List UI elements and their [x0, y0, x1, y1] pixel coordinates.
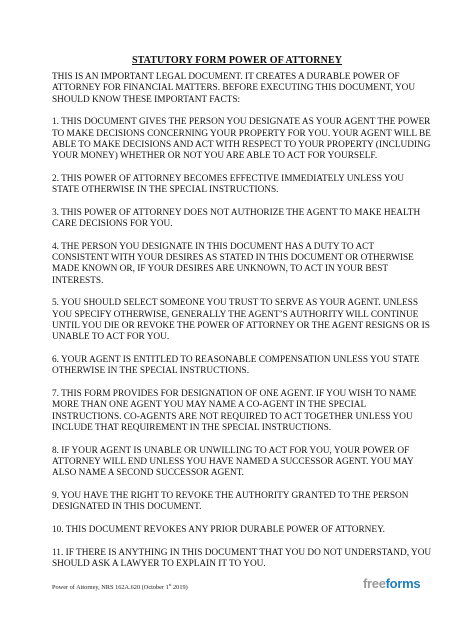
fact-paragraph-2: 2. THIS POWER OF ATTORNEY BECOMES EFFECTIVE IMMEDIATELY UNLESS YOU STATE OTHERWISE IN THE SPECIAL INSTRUCTIONS.: [52, 173, 405, 196]
fact-paragraph-4: 4. THE PERSON YOU DESIGNATE IN THIS DOCUMENT HAS A DUTY TO ACT CONSISTENT WITH YOUR DESIRES AS STATED IN THIS DOCUMENT OR OTHERWISE MADE KNOWN OR, IF YOUR DESIRES ARE UNKNOWN, TO ACT IN YOUR BEST INTERESTS.: [52, 241, 414, 286]
document-title: STATUTORY FORM POWER OF ATTORNEY: [131, 55, 343, 66]
fact-paragraph-9: 9. YOU HAVE THE RIGHT TO REVOKE THE AUTHORITY GRANTED TO THE PERSON DESIGNATED IN THIS DOCUMENT.: [52, 490, 409, 513]
fact-paragraph-11: 11. IF THERE IS ANYTHING IN THIS DOCUMENT THAT YOU DO NOT UNDERSTAND, YOU SHOULD ASK A LAWYER TO EXPLAIN IT TO YOU.: [52, 547, 432, 569]
fact-paragraph-8: 8. IF YOUR AGENT IS UNABLE OR UNWILLING TO ACT FOR YOU, YOUR POWER OF ATTORNEY WILL END UNLESS YOU HAVE NAMED A SUCCESSOR AGENT. YOU MAY ALSO NAME A SECOND SUCCESSOR AGENT.: [52, 445, 414, 479]
footer-citation: [52, 582, 188, 591]
fact-paragraph-1: 1. THIS DOCUMENT GIVES THE PERSON YOU DESIGNATE AS YOUR AGENT THE POWER TO MAKE DECISIONS CONCERNING YOUR PROPERTY FOR YOU. YOUR AGENT WILL BE ABLE TO MAKE DECISIONS AND ACT WITH RESPECT TO YOUR PROPERTY (INCLUDING YOUR MONEY) WHETHER OR NOT YOU ARE ABLE TO ACT FOR YOURSELF.: [52, 117, 431, 162]
intro-paragraph: THIS IS AN IMPORTANT LEGAL DOCUMENT. IT CREATES A DURABLE POWER OF ATTORNEY FOR FINANCIAL MATTERS. BEFORE EXECUTING THIS DOCUMENT, YOU SHOULD KNOW THESE IMPORTANT FACTS:: [52, 72, 416, 105]
fact-paragraph-3: 3. THIS POWER OF ATTORNEY DOES NOT AUTHORIZE THE AGENT TO MAKE HEALTH CARE DECISIONS FOR YOU.: [52, 207, 421, 230]
footer-citation-suffix: 2019): [171, 584, 188, 592]
fact-paragraph-10: 10. THIS DOCUMENT REVOKES ANY PRIOR DURABLE POWER OF ATTORNEY.: [52, 524, 385, 535]
fact-paragraph-7: 7. THIS FORM PROVIDES FOR DESIGNATION OF ONE AGENT. IF YOU WISH TO NAME MORE THAN ONE AGENT YOU MAY NAME A CO-AGENT IN THE SPECIAL INSTRUCTIONS. CO-AGENTS ARE NOT REQUIRED TO ACT TOGETHER UNLESS YOU INCLUDE THAT REQUIREMENT IN THE SPECIAL INSTRUCTIONS.: [52, 388, 417, 433]
document-body: [52, 72, 432, 581]
fact-paragraph-6: 6. YOUR AGENT IS ENTITLED TO REASONABLE COMPENSATION UNLESS YOU STATE OTHERWISE IN THE SPECIAL INSTRUCTIONS.: [52, 354, 420, 377]
logo-free-text: free: [363, 576, 386, 591]
fact-paragraph-5: 5. YOU SHOULD SELECT SOMEONE YOU TRUST TO SERVE AS YOUR AGENT. UNLESS YOU SPECIFY OTHERWISE, GENERALLY THE AGENT’S AUTHORITY WILL CONTINUE UNTIL YOU DIE OR REVOKE THE POWER OF ATTORNEY OR THE AGENT RESIGNS OR IS UNABLE TO ACT FOR YOU.: [52, 298, 430, 343]
logo-forms-text: forms: [385, 576, 421, 591]
freeforms-logo: [363, 576, 420, 591]
footer-citation-sup: st: [168, 582, 172, 587]
footer-citation-prefix: Power of Attorney, NRS 162A.620 (October 1: [52, 584, 169, 592]
